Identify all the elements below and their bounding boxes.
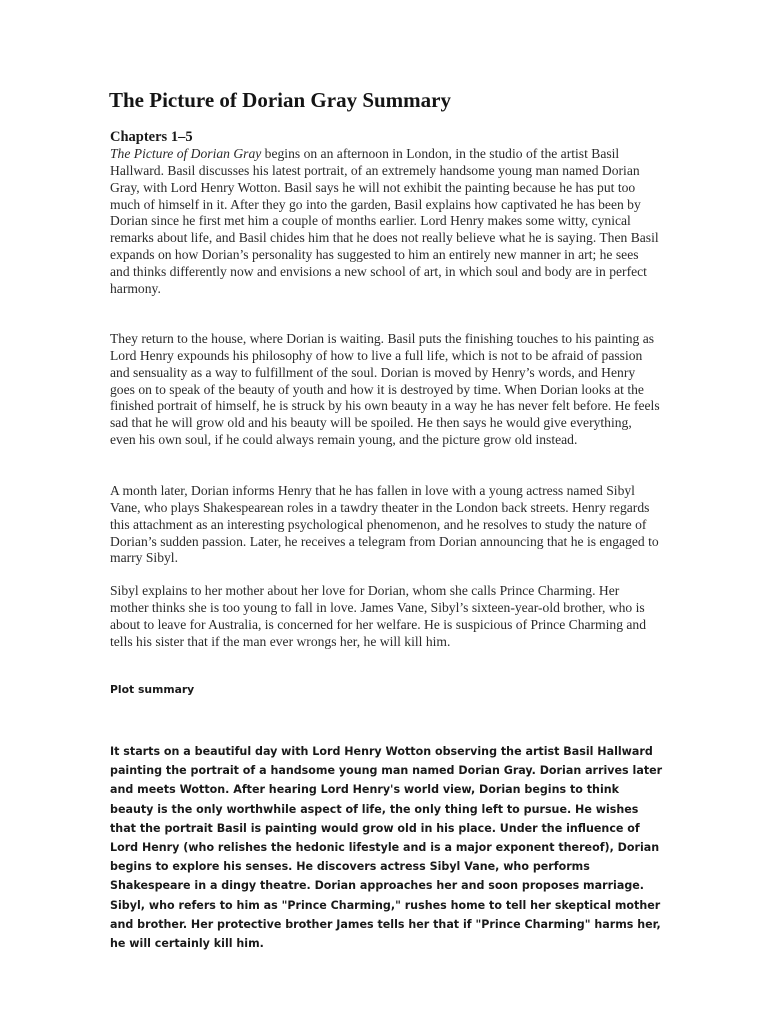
plot-summary-heading: Plot summary: [110, 683, 195, 696]
paragraph-4: Sibyl explains to her mother about her love for Dorian, whom she calls Prince Charming. Her mother thinks she is too young to fall in love. James Vane, Sibyl’s sixteen-year-old brother, who is about to leave for Australia, is concerned for her welfare. He is suspicious of Prince Charming and tells his sister that if the man ever wrongs her, he will kill him.: [110, 583, 647, 649]
section-heading: Chapters 1–5: [110, 129, 193, 145]
plot-summary-text: It starts on a beautiful day with Lord Henry Wotton observing the artist Basil Hallward painting the portrait of a handsome young man named Dorian Gray. Dorian arrives later and meets Wotton. After hearing Lord Henry's world view, Dorian begins to think beauty is the only worthwhile aspect of life, the only thing left to pursue. He wishes that the portrait Basil is painting would grow old in his place. Under the influence of Lord Henry (who relishes the hedonic lifestyle and is a major exponent thereof), Dorian begins to explore his senses. He discovers actress Sibyl Vane, who performs Shakespeare in a dingy theatre. Dorian approaches her and soon proposes marriage. Sibyl, who refers to him as "Prince Charming," rushes home to tell her skeptical mother and brother. Her protective brother James tells her that if "Prince Charming" harms her, he will certainly kill him.: [110, 745, 663, 951]
book-title-italic: The Picture of Dorian Gray: [110, 146, 262, 161]
paragraph-2: They return to the house, where Dorian is waiting. Basil puts the finishing touches to his painting as Lord Henry expounds his philosophy of how to live a full life, which is not to be afraid of passion and sensuality as a way to fulfillment of the soul. Dorian is moved by Henry’s words, and Henry goes on to speak of the beauty of youth and how it is destroyed by time. When Dorian looks at the finished portrait of himself, he is struck by his own beauty in a way he has never felt before. He feels sad that he will grow old and his beauty will be spoiled. He then says he would give everything, even his own soul, if he could always remain young, and the picture grow old instead.: [110, 331, 660, 448]
paragraph-1: [110, 146, 660, 298]
paragraph-1-text: begins on an afternoon in London, in the studio of the artist Basil Hallward. Basil discusses his latest portrait, of an extremely handsome young man named Dorian Gray, with Lord Henry Wotton. Basil says he will not exhibit the painting because he has put too much of himself in it. After they go into the garden, Basil explains how captivated he has been by Dorian since he first met him a couple of months earlier. Lord Henry makes some witty, cynical remarks about life, and Basil chides him that he does not really believe what he is saying. Then Basil expands on how Dorian’s personality has suggested to him an entirely new manner in art; he sees and thinks differently now and envisions a new school of art, in which soul and body are in perfect harmony.: [110, 146, 659, 296]
paragraph-3: A month later, Dorian informs Henry that he has fallen in love with a young actress named Sibyl Vane, who plays Shakespearean roles in a tawdry theater in the London back streets. Henry regards this attachment as an interesting psychological phenomenon, and he resolves to study the nature of Dorian’s sudden passion. Later, he receives a telegram from Dorian announcing that he is engaged to marry Sibyl.: [110, 483, 659, 566]
document-title: The Picture of Dorian Gray Summary: [109, 88, 451, 112]
